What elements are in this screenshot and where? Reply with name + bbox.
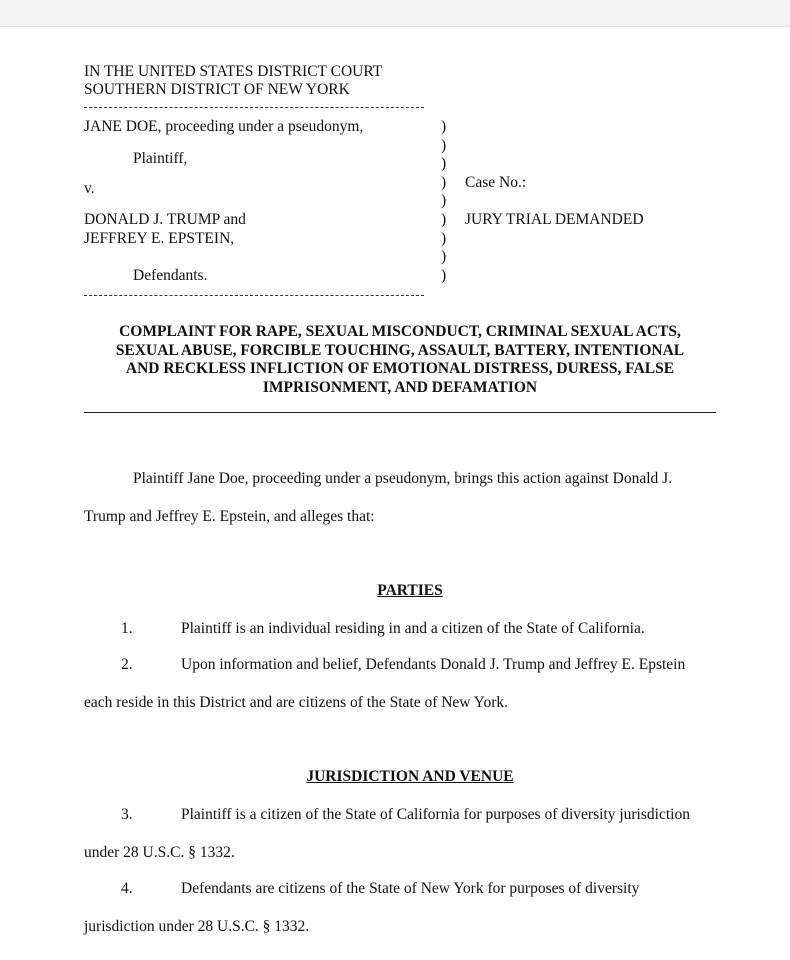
title-line-3: AND RECKLESS INFLICTION OF EMOTIONAL DISTRESS, DURESS, FALSE — [125, 360, 675, 377]
caption-parentheses: ) ) ) ) ) ) ) ) ) — [441, 118, 447, 284]
paragraph-2-line-2: each reside in this District and are citizens of the State of New York. — [84, 694, 508, 711]
title-line-1: COMPLAINT FOR RAPE, SEXUAL MISCONDUCT, CRIMINAL SEXUAL ACTS, — [119, 323, 681, 340]
court-district: SOUTHERN DISTRICT OF NEW YORK — [84, 81, 350, 98]
complaint-title — [84, 323, 716, 397]
caption-divider-top — [84, 107, 424, 108]
defendant-1: DONALD J. TRUMP and — [84, 211, 246, 228]
plaintiff-name: JANE DOE, proceeding under a pseudonym, — [84, 118, 364, 135]
case-number-label: Case No.: — [465, 174, 527, 191]
paragraph-1-text: Plaintiff is an individual residing in and a citizen of the State of California. — [181, 620, 645, 637]
jury-demand: JURY TRIAL DEMANDED — [465, 211, 644, 228]
paragraph-3-number: 3. — [121, 806, 133, 823]
paragraph-3-line-2: under 28 U.S.C. § 1332. — [84, 844, 235, 861]
title-line-4: IMPRISONMENT, AND DEFAMATION — [262, 378, 538, 396]
paragraph-1-number: 1. — [121, 620, 133, 637]
paragraph-4-line-2: jurisdiction under 28 U.S.C. § 1332. — [84, 918, 310, 935]
defendants-label: Defendants. — [133, 267, 208, 284]
title-rule — [84, 412, 716, 413]
jurisdiction-heading: JURISDICTION AND VENUE — [306, 768, 514, 785]
paragraph-3-line-1: Plaintiff is a citizen of the State of California for purposes of diversity jurisdiction — [181, 806, 690, 823]
paragraph-4-number: 4. — [121, 880, 133, 897]
parties-heading: PARTIES — [377, 582, 443, 599]
intro-line-1: Plaintiff Jane Doe, proceeding under a pseudonym, brings this action against Donald J. — [133, 470, 673, 487]
caption-divider-bottom — [84, 295, 424, 296]
plaintiff-label: Plaintiff, — [133, 150, 188, 167]
paragraph-2-line-1: Upon information and belief, Defendants Donald J. Trump and Jeffrey E. Epstein — [181, 656, 686, 673]
court-name: IN THE UNITED STATES DISTRICT COURT — [84, 63, 383, 80]
intro-line-2: Trump and Jeffrey E. Epstein, and alleges that: — [84, 508, 375, 525]
title-line-2: SEXUAL ABUSE, FORCIBLE TOUCHING, ASSAULT, BATTERY, INTENTIONAL — [115, 341, 685, 359]
paragraph-2-number: 2. — [121, 656, 133, 673]
defendant-2: JEFFREY E. EPSTEIN, — [84, 230, 235, 247]
paragraph-4-line-1: Defendants are citizens of the State of New York for purposes of diversity — [181, 880, 640, 897]
versus: v. — [84, 180, 95, 197]
viewer-top-bar — [0, 0, 790, 27]
